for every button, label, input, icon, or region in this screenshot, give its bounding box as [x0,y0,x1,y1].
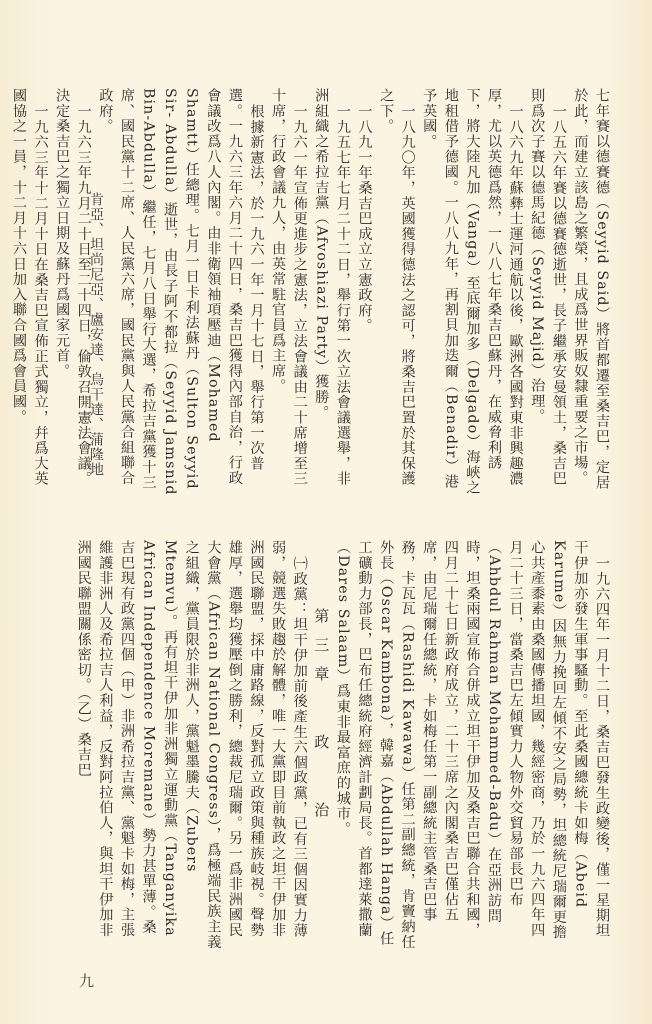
paragraph: 一九六四年一月十二日，桑吉巴發生政變後，僅一星期坦干伊加亦發生軍事騷動。至此桑國總統卡如梅（Abeid Karume）因無力挽回左傾不安之局勢，坦總統尼瑞爾更擔心共產黍素由桑國傳播坦國，幾經密商，乃於一九六四年四月二十三日，當桑吉巴左傾實力人物外交貿易部長巴布（Ahbdul Rahman Mohammed-Badu）在亞洲訪問時，坦桑兩國宣佈合併成立坦干伊加及桑吉巴聯合共和國，四月二十七日新政府成立，二十三席之內閣桑吉巴僅佔五席，由尼瑞爾任總統，卡如梅任第一副總統主管桑吉巴事務，卡瓦瓦（Rashidi Kawawa）任第二副總統，肯竇納任外長（Oscar Kambona），韓嘉（Abdullah Hanga）任工礦動力部長，巴布任總統府經濟計劃局長。首都達萊撒蘭（Dares Salaam）爲東非最富庶的城市。 [334,540,610,950]
paragraph: 一八六九年蘇彝士運河通航以後，歐洲各國對東非興趣濃厚，尤以英德爲然，一八八七年桑吉巴蘇丹，在威脅利誘下，將大陸凡加（Vanga）至底爾加多（Delgado）海峽之地租借予德國。一八八九年，再割貝加迭爾（Benadir）港予英國。 [421,88,524,496]
paragraph: 一八九〇年，英國獲得德法之認可，將桑吉巴置於其保護之下。 [378,88,416,487]
paragraph: 根據新憲法，於一九六一年一月十七日，舉行第一次普選。一九六三年六月二十四日，桑吉巴獲得內部自治，行政會議改爲八人內閣。由非衛領袖項壓迪（Mohamed Shamtt）任總理。七月一日卡利法蘇丹（Sulton Seyyid Sir- Abdulla）逝世，由長子阿不都拉（Seyyid Jamsnid Bin-Abdulla）繼任，七月八日舉行大選，希拉吉黨獲十三席、國民黨十二席、人民黨六席，國民黨與人民黨合組聯合政府。 [97,88,265,496]
paragraph: 一九五七年七月二十二日，舉行第一次立法會議選舉，非洲組織之希拉吉黨（Afvoshiazi Party）獲勝。 [313,88,351,487]
chapter-title-char: 治 [312,801,331,831]
paragraph: 一八九一年桑吉巴成立立憲政府。 [356,103,373,334]
paragraph: 一八五六年賽以德賽德逝世，長子繼承安曼領土，桑吉巴則爲次子賽以德馬紀德（Seyyid Majid）治理。 [529,88,567,487]
chapter-heading [310,540,332,950]
paragraph: 一九六一年宣佈更進步之憲法，立法會議由二十席增至三十席，行政會議九人，由英常駐官員爲主席。 [270,88,308,487]
paragraph: 一九六三年十二月十日在桑吉巴宣佈正式獨立，幷爲大英國協之一員，十二月十六日加入聯合國爲會員國。 [10,88,49,487]
chapter-number: 第三章 [312,607,331,695]
paragraph: 一九六三年九月二十日至二十四日，倫敦召開憲法會議。決定桑吉巴之獨立日期及蘇丹爲國家元首。 [54,88,92,487]
paragraph: ㈠政黨：坦干伊加前後產生六個政黨，已有三個因實力薄弱，競選失敗趨於解體，唯一大黨即目前執政之坦干伊加非洲國民聯盟，採中庸路線，反對孤立政策與種族岐視。聲勢雄厚，選舉均獲壓倒之勝利，總裁尼瑞爾。另一爲非洲國民大會黨（African National Congress），爲極端民族主義之組織，黨員限於非洲人，黨魁墨騰夫（Zubers Mtemvu）。再有坦干伊加非洲獨立運動黨（Tanganyika African Independence Moremane）勢力甚單薄。桑吉巴現有政黨四個（甲）非洲希拉吉黨、黨魁卡如梅，主張維護非洲人及希拉吉人利益，反對阿拉伯人，與坦干伊加非洲國民聯盟關係密切。（乙）桑吉巴 [75,540,308,950]
bottom-text-block [72,540,612,950]
paragraph: 七年賽以德賽德（Seyyid Said）將首都遷至桑吉巴，定居於此，而建立該島之繁榮，且成爲世界販奴隸重要之市場。 [572,88,610,491]
running-head: 肯亞、坦尚尼亞、盧安達、烏干達、蒲隆地 [88,192,104,477]
chapter-title-char: 政 [312,733,331,763]
page-number: 九 [77,973,95,988]
